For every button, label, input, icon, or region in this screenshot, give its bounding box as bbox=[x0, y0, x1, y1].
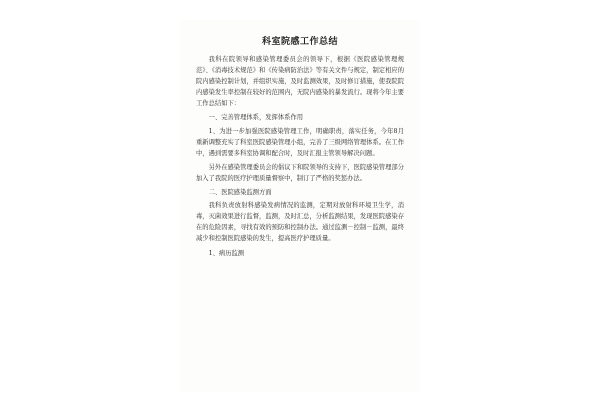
document-body bbox=[196, 54, 404, 261]
document-sheet bbox=[180, 20, 420, 392]
paragraph-1-1: 1、为进一步加强医院感染管理工作，明确职责，落实任务，今年8月重新调整充实了科室医院感染管理小组，完善了三级网络管理体系。在工作中，遇到需要多科室协调和配合时，及时汇报主管领导解决问题。 bbox=[196, 127, 404, 157]
paragraph-2-1: 我科负责放射科感染发病情况的监测，定期对放射科环境卫生学，消毒，灭菌效果进行监督，监测，及时汇总，分析监测结果，发现医院感染存在的危险因素，寻找有效的预防和控制办法。通过监测－控制－监测，最终减少和控制医院感染的发生，提高医疗护理质量。 bbox=[196, 202, 404, 243]
paragraph-intro: 我科在院领导和感染管理委员会的领导下，根据《医院感染管理规范》、《消毒技术规范》和《传染病防治法》等有关文件与规定，制定相应的院内感染控制计划，并组织实施，及时监测效果，及时修订措施，使我院院内感染发生率控制在较好的范围内，无院内感染的暴发流行。现将今年主要工作总结如下： bbox=[196, 56, 404, 108]
document-title: 科室院感工作总结 bbox=[261, 37, 338, 47]
paragraph-1-2: 另外在感染管理委员会的倡议下和院领导的支持下，医院感染管理部分加入了我院的医疗护理质量督察中，制订了严格的奖惩办法。 bbox=[196, 163, 404, 182]
section-heading-1: 一、完善管理体系，发挥体系作用 bbox=[208, 114, 304, 122]
subsection-heading: 1、病历监测 bbox=[208, 249, 245, 257]
section-heading-2: 二、医院感染监测方面 bbox=[208, 189, 272, 197]
